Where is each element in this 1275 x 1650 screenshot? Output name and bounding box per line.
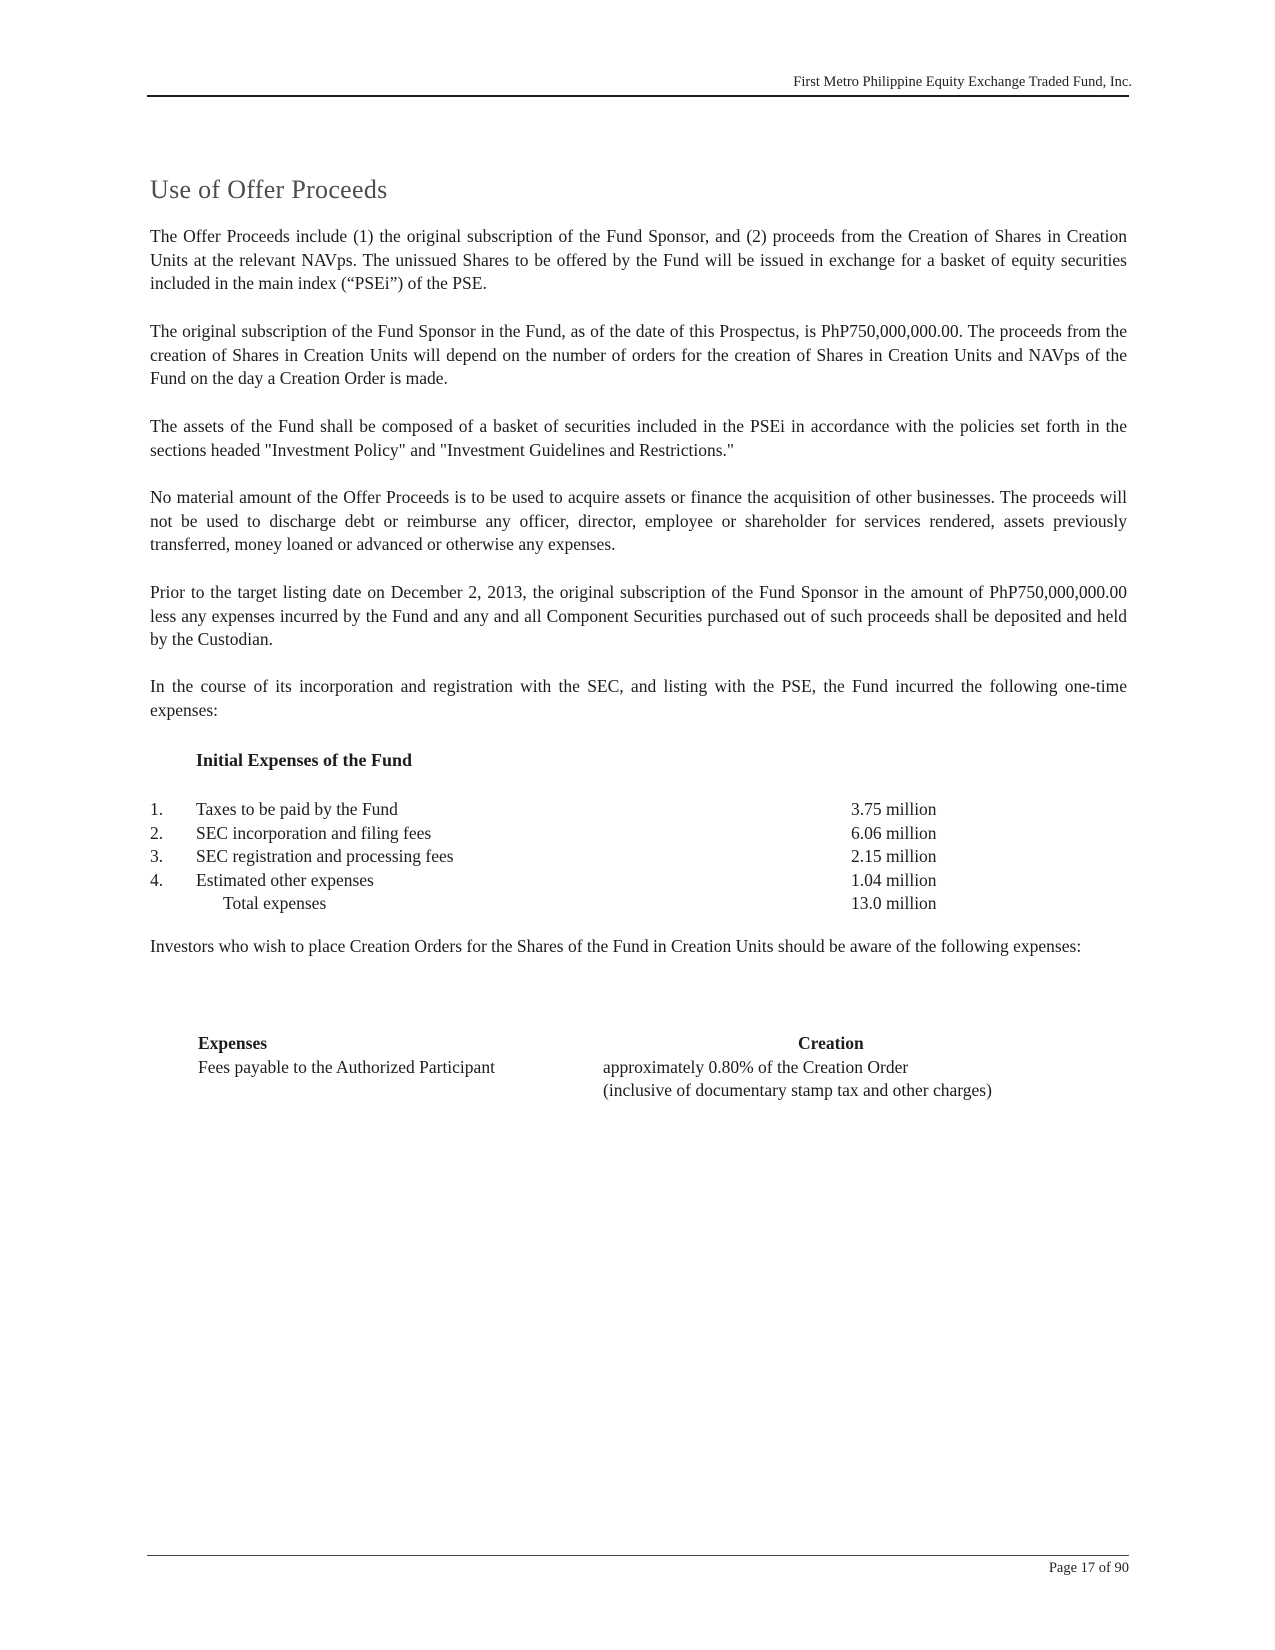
expense-label: Taxes to be paid by the Fund bbox=[196, 799, 398, 819]
expense-amount: 6.06 million bbox=[851, 822, 937, 843]
expense-label: SEC incorporation and filing fees bbox=[196, 822, 432, 843]
expense-label: Estimated other expenses bbox=[196, 869, 374, 890]
list-item bbox=[150, 798, 950, 822]
paragraph-listing-date: Prior to the target listing date on December 2, 2013, the original subscription of the Fund Sponsor in the amount of PhP750,000,000.00 less any expenses incurred by the Fund and any and all Component Securities purchased out of such proceeds shall be deposited and held by the Custodian. bbox=[150, 582, 1127, 649]
list-item bbox=[150, 869, 950, 893]
total-label: Total expenses bbox=[223, 893, 327, 913]
item-number: 1. bbox=[150, 799, 164, 819]
footer-divider bbox=[147, 1555, 1129, 1556]
fee-note: (inclusive of documentary stamp tax and other charges) bbox=[603, 1080, 992, 1100]
paragraph-one-time-expenses: In the course of its incorporation and registration with the SEC, and listing with the PSE, the Fund incurred the following one-time expenses: bbox=[150, 676, 1127, 720]
header-divider bbox=[147, 95, 1129, 97]
item-number: 4. bbox=[150, 869, 164, 890]
expense-amount: 1.04 million bbox=[851, 869, 937, 890]
list-item bbox=[150, 845, 950, 869]
section-heading: Use of Offer Proceeds bbox=[150, 175, 388, 204]
paragraph-fund-assets: The assets of the Fund shall be composed of a basket of securities included in the PSEi in accordance with the policies set forth in the sections headed "Investment Policy" and "Investment Guidelines and Restrictions." bbox=[150, 416, 1127, 460]
fee-label: Fees payable to the Authorized Participant bbox=[198, 1056, 495, 1077]
paragraph-original-subscription: The original subscription of the Fund Sponsor in the Fund, as of the date of this Prospectus, is PhP750,000,000.00. The proceeds from the creation of Shares in Creation Units will depend on the number of orders for the creation of Shares in Creation Units and NAVps of the Fund on the day a Creation Order is made. bbox=[150, 321, 1127, 388]
creation-column-header: Creation bbox=[798, 1033, 864, 1053]
total-row bbox=[150, 892, 950, 916]
paragraph-investor-note: Investors who wish to place Creation Orders for the Shares of the Fund in Creation Units should be aware of the following expenses: bbox=[150, 936, 1082, 956]
expense-amount: 3.75 million bbox=[851, 799, 937, 819]
item-number: 2. bbox=[150, 822, 164, 843]
list-item bbox=[150, 822, 950, 846]
expense-label: SEC registration and processing fees bbox=[196, 846, 454, 866]
expense-amount: 2.15 million bbox=[851, 846, 937, 866]
paragraph-use-restrictions: No material amount of the Offer Proceeds is to be used to acquire assets or finance the acquisition of other businesses. The proceeds will not be used to discharge debt or reimburse any officer, director, employee or shareholder for services rendered, assets previously transferred, money loaned or advanced or otherwise any expenses. bbox=[150, 487, 1127, 554]
initial-expenses-heading: Initial Expenses of the Fund bbox=[196, 750, 413, 770]
expenses-column-header: Expenses bbox=[198, 1033, 268, 1053]
initial-expenses-list bbox=[150, 798, 950, 916]
total-amount: 13.0 million bbox=[851, 893, 937, 913]
item-number: 3. bbox=[150, 846, 164, 866]
page-number: Page 17 of 90 bbox=[1048, 1560, 1129, 1576]
paragraph-offer-proceeds: The Offer Proceeds include (1) the original subscription of the Fund Sponsor, and (2) proceeds from the Creation of Shares in Creation Units at the relevant NAVps. The unissued Shares to be offered by the Fund will be issued in exchange for a basket of equity securities included in the main index (“PSEi”) of the PSE. bbox=[150, 226, 1127, 293]
fee-amount: approximately 0.80% of the Creation Order bbox=[603, 1056, 909, 1077]
document-header-title: First Metro Philippine Equity Exchange Traded Fund, Inc. bbox=[793, 74, 1132, 90]
